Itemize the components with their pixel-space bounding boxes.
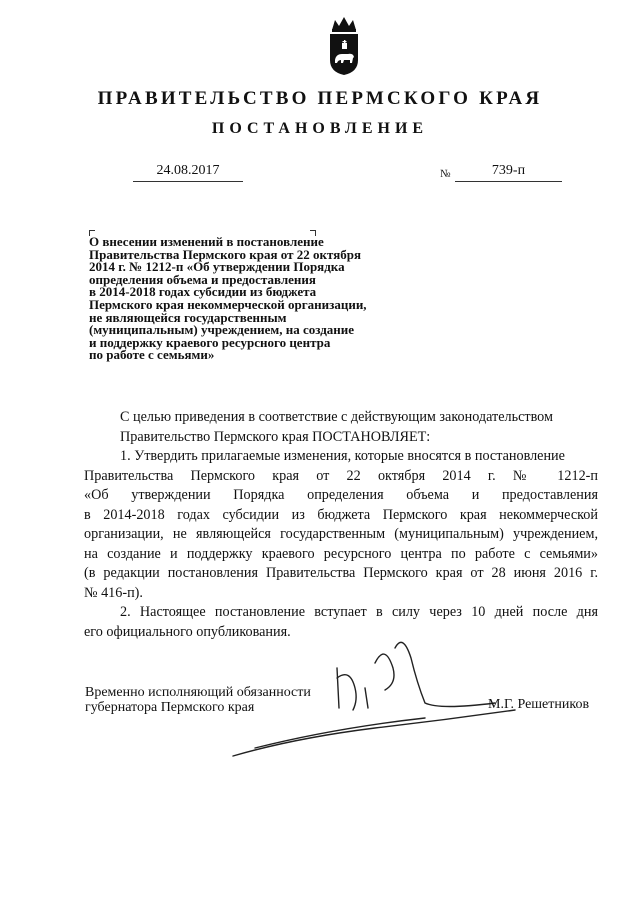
position-line: Временно исполняющий обязанности	[85, 685, 311, 700]
subject-line: Пермского края некоммерческой организации,	[89, 296, 367, 312]
item1-line: (в редакции постановления Правительства Пермского края от 28 июня 2016 г.	[84, 565, 598, 581]
position-line: губернатора Пермского края	[85, 699, 255, 715]
preamble-line: С целью приведения в соответствие с действующим законодательством	[120, 409, 553, 425]
subject-line: в 2014-2018 годах субсидии из бюджета	[89, 284, 317, 300]
item2-line: 2. Настоящее постановление вступает в силу через 10 дней после дня	[120, 604, 598, 620]
item1-line: 1. Утвердить прилагаемые изменения, которые вносятся в постановление	[120, 448, 565, 464]
document-date: 24.08.2017	[133, 163, 243, 182]
government-title: ПРАВИТЕЛЬСТВО ПЕРМСКОГО КРАЯ	[97, 88, 543, 109]
subject-line: не являющейся государственным	[89, 309, 287, 325]
item1-line: организации, не являющейся государственным (муниципальным) учреждением,	[84, 526, 598, 542]
coat-of-arms-icon	[326, 14, 362, 76]
preamble-line: Правительство Пермского края ПОСТАНОВЛЯЕТ:	[120, 428, 431, 445]
subject-line: Правительства Пермского края от 22 октября	[89, 246, 362, 262]
document-body	[84, 408, 598, 642]
document-subject	[89, 236, 429, 362]
item1-line: на создание и поддержку краевого ресурсного центра по работе с семьями»	[84, 545, 598, 562]
subject-line: 2014 г. № 1212-п «Об утверждении Порядка	[89, 259, 345, 275]
subject-line: по работе с семьями»	[89, 347, 215, 363]
number-label: №	[440, 168, 451, 180]
signatory-name: М.Г. Решетников	[488, 697, 590, 712]
item1-line: Правительства Пермского края от 22 октября 2014 г. № 1212-п	[84, 467, 598, 484]
subject-line: (муниципальным) учреждением, на создание	[89, 322, 355, 338]
subject-line: определения объема и предоставления	[89, 271, 316, 287]
document-type: ПОСТАНОВЛЕНИЕ	[211, 120, 429, 137]
item1-line: «Об утверждении Порядка определения объема и предоставления	[84, 487, 598, 503]
item2-line: его официального опубликования.	[84, 623, 291, 640]
item1-line: в 2014-2018 годах субсидии из бюджета Пермского края некоммерческой	[84, 506, 598, 523]
subject-line: О внесении изменений в постановление	[89, 234, 324, 249]
subject-line: и поддержку краевого ресурсного центра	[89, 334, 331, 350]
item1-line: № 416-п).	[84, 584, 143, 601]
document-number: 739-п	[455, 163, 562, 182]
handwritten-signature	[225, 628, 525, 763]
